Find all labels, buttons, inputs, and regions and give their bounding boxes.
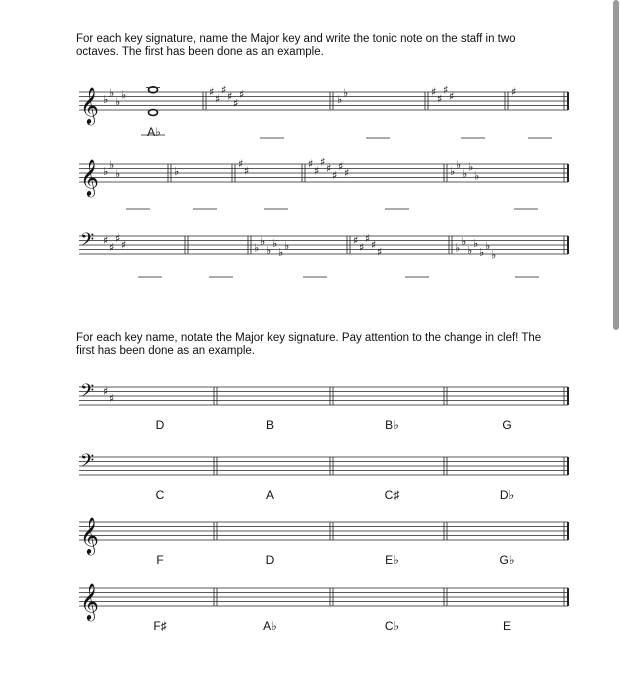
sharp-icon: ♯ bbox=[238, 157, 244, 171]
flat-icon: ♭ bbox=[468, 160, 474, 174]
flat-icon: ♭ bbox=[272, 237, 278, 250]
treble-clef-icon: 𝄞 bbox=[80, 86, 99, 124]
flat-icon: ♭ bbox=[450, 165, 456, 178]
key-label: D♭ bbox=[499, 488, 515, 502]
sharp-icon: ♯ bbox=[215, 92, 221, 106]
key-label: C♭ bbox=[384, 619, 400, 633]
key-label: F♯ bbox=[153, 619, 167, 633]
sharp-icon: ♯ bbox=[121, 238, 127, 252]
flat-icon: ♭ bbox=[278, 246, 284, 259]
flat-icon: ♭ bbox=[485, 239, 491, 253]
flat-icon: ♭ bbox=[473, 237, 479, 250]
flat-icon: ♭ bbox=[260, 234, 266, 248]
key-label: A♭ bbox=[263, 619, 277, 633]
sharp-icon: ♯ bbox=[221, 83, 227, 97]
sharp-icon: ♯ bbox=[320, 155, 326, 169]
key-label: E♭ bbox=[385, 553, 399, 567]
flat-icon: ♭ bbox=[103, 93, 109, 106]
sharp-icon: ♯ bbox=[353, 234, 359, 247]
sharp-icon: ♯ bbox=[308, 157, 314, 171]
vertical-scrollbar[interactable] bbox=[613, 0, 619, 330]
treble-clef-icon: 𝄞 bbox=[80, 158, 99, 196]
example-answer-label: A♭ bbox=[147, 125, 161, 139]
key-label: C♯ bbox=[384, 488, 400, 502]
key-label: C bbox=[155, 488, 165, 502]
key-label: B♭ bbox=[385, 418, 399, 432]
sharp-icon: ♯ bbox=[109, 240, 115, 254]
sharp-icon: ♯ bbox=[377, 245, 383, 259]
key-label: F bbox=[156, 553, 164, 567]
flat-icon: ♭ bbox=[174, 165, 180, 178]
instructions-part-1: For each key signature, name the Major key and write the tonic note on the staff in two octaves. The first has been done as an example. bbox=[76, 33, 516, 58]
flat-icon: ♭ bbox=[467, 243, 473, 257]
flat-icon: ♭ bbox=[491, 248, 497, 262]
flat-icon: ♭ bbox=[266, 243, 272, 257]
treble-clef-icon: 𝄞 bbox=[80, 516, 99, 554]
flat-icon: ♭ bbox=[479, 246, 485, 259]
flat-icon: ♭ bbox=[103, 165, 109, 178]
flat-icon: ♭ bbox=[109, 86, 115, 100]
sharp-icon: ♯ bbox=[338, 159, 344, 173]
flat-icon: ♭ bbox=[474, 169, 480, 183]
sharp-icon: ♯ bbox=[244, 164, 250, 178]
key-label: B bbox=[265, 418, 274, 432]
sharp-icon: ♯ bbox=[365, 231, 371, 245]
sharp-icon: ♯ bbox=[109, 391, 115, 405]
flat-icon: ♭ bbox=[462, 167, 468, 181]
bass-clef-icon: 𝄢 bbox=[80, 451, 95, 476]
instructions-part-2: For each key name, notate the Major key signature. Pay attention to the change in clef! The first has been done as an example. bbox=[76, 332, 542, 357]
key-label: G♭ bbox=[499, 553, 515, 567]
flat-icon: ♭ bbox=[121, 88, 127, 102]
flat-icon: ♭ bbox=[455, 241, 461, 255]
sharp-icon: ♯ bbox=[437, 92, 443, 106]
key-label: A bbox=[265, 488, 274, 502]
sharp-icon: ♯ bbox=[103, 234, 109, 247]
flat-icon: ♭ bbox=[284, 239, 290, 253]
sharp-icon: ♯ bbox=[314, 164, 320, 178]
key-label: D bbox=[265, 553, 275, 567]
flat-icon: ♭ bbox=[115, 95, 121, 109]
sharp-icon: ♯ bbox=[344, 166, 350, 180]
bass-clef-icon: 𝄢 bbox=[80, 381, 95, 406]
sharp-icon: ♯ bbox=[449, 90, 455, 103]
sharp-icon: ♯ bbox=[431, 85, 437, 99]
flat-icon: ♭ bbox=[337, 93, 343, 106]
treble-clef-icon: 𝄞 bbox=[80, 582, 99, 620]
sharp-icon: ♯ bbox=[115, 231, 121, 245]
flat-icon: ♭ bbox=[109, 158, 115, 172]
sharp-icon: ♯ bbox=[239, 87, 245, 101]
sharp-icon: ♯ bbox=[227, 90, 233, 103]
flat-icon: ♭ bbox=[254, 241, 260, 255]
sharp-icon: ♯ bbox=[511, 85, 517, 99]
sharp-icon: ♯ bbox=[233, 96, 239, 110]
sharp-icon: ♯ bbox=[326, 162, 332, 175]
flat-icon: ♭ bbox=[115, 167, 121, 181]
key-label: E bbox=[502, 619, 511, 633]
sharp-icon: ♯ bbox=[359, 240, 365, 254]
key-label: G bbox=[502, 418, 512, 432]
sharp-icon: ♯ bbox=[103, 385, 109, 398]
key-label: D bbox=[155, 418, 165, 432]
flat-icon: ♭ bbox=[461, 234, 467, 248]
sharp-icon: ♯ bbox=[332, 168, 338, 182]
flat-icon: ♭ bbox=[343, 86, 349, 100]
sharp-icon: ♯ bbox=[443, 83, 449, 97]
sharp-icon: ♯ bbox=[209, 85, 215, 99]
sharp-icon: ♯ bbox=[371, 238, 377, 252]
flat-icon: ♭ bbox=[456, 158, 462, 172]
bass-clef-icon: 𝄢 bbox=[80, 230, 95, 255]
